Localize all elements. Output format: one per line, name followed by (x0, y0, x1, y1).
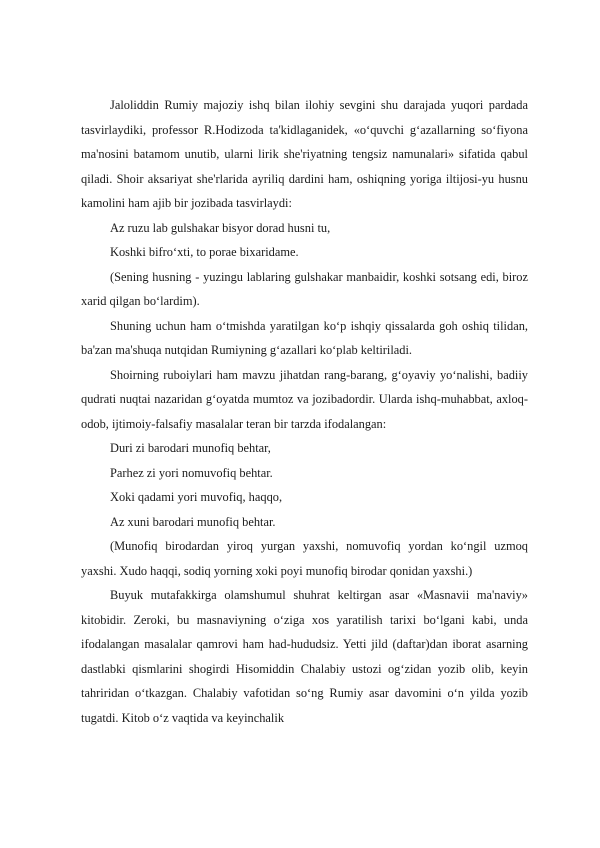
verse-line-3: Duri zi barodari munofiq behtar, (110, 441, 271, 455)
verse-line-5: Xoki qadami yori muvofiq, haqqo, (110, 490, 283, 504)
paragraph-ishqiy-qissalar: Shuning uchun ham o‘tmishda yaratilgan ko‘p ishqiy qissalarda goh oshiq tilidan, ba'zan ma'shuqa nutqidan Rumiyning g‘azallari ko‘plab keltiriladi. (81, 318, 528, 357)
paragraph-translation-1: (Sening husning - yuzingu lablaring gulshakar manbaidir, koshki sotsang edi, biroz xarid qilgan bo‘lardim). (81, 269, 528, 308)
document-page (81, 93, 528, 730)
verse-line-4: Parhez zi yori nomuvofiq behtar. (110, 465, 273, 480)
verse-line-2: Koshki bifro‘xti, to porae bixaridame. (110, 245, 299, 259)
verse-line-6: Az xuni barodari munofiq behtar. (110, 514, 276, 529)
paragraph-ruboiylar: Shoirning ruboiylari ham mavzu jihatdan rang-barang, g‘oyaviy yo‘nalishi, badiiy qudrati nuqtai nazaridan g‘oyatda mumtoz va jozibadordir. Ularda ishq-muhabbat, axloq-odob, ijtimoiy-falsafiy masalalar teran bir tarzda ifodalangan: (81, 367, 528, 431)
paragraph-masnavii-manaviy: Buyuk mutafakkirga olamshumul shuhrat keltirgan asar «Masnavii ma'naviy» kitobidir. Zeroki, bu masnaviyning o‘ziga xos yaratilish tarixi bo‘lgani kabi, unda ifodalangan masalalar qamrovi ham had-hududsiz. Yetti jild (daftar)dan iborat asarning dastlabki qismlarini shogirdi Hisomiddin Chalabiy ustozi og‘zidan yozib olib, keyin tahriridan o‘tkazgan. Chalabiy vafotidan so‘ng Rumiy asar davomini o‘n yilda yozib tugatdi. Kitob o‘z vaqtida va keyinchalik (81, 588, 528, 725)
paragraph-translation-2: (Munofiq birodardan yiroq yurgan yaxshi, nomuvofiq yordan ko‘ngil uzmoq yaxshi. Xudo haqqi, sodiq yorning xoki poyi munofiq birodar qonidan yaxshi.) (81, 539, 528, 578)
paragraph-rumiy-ishq: Jaloliddin Rumiy majoziy ishq bilan ilohiy sevgini shu darajada yuqori pardada tasvirlaydiki, professor R.Hodizoda ta'kidlaganidek, «o‘quvchi g‘azallarning so‘fiyona ma'nosini batamom unutib, ularni lirik she'riyatning tengsiz namunalari» sifatida qabul qiladi. Shoir aksariyat she'rlarida ayriliq dardini ham, oshiqning yoriga iltijosi-yu husnu kamolini ham ajib bir jozibada tasvirlaydi: (81, 98, 528, 210)
verse-line-1: Az ruzu lab gulshakar bisyor dorad husni tu, (110, 220, 331, 235)
